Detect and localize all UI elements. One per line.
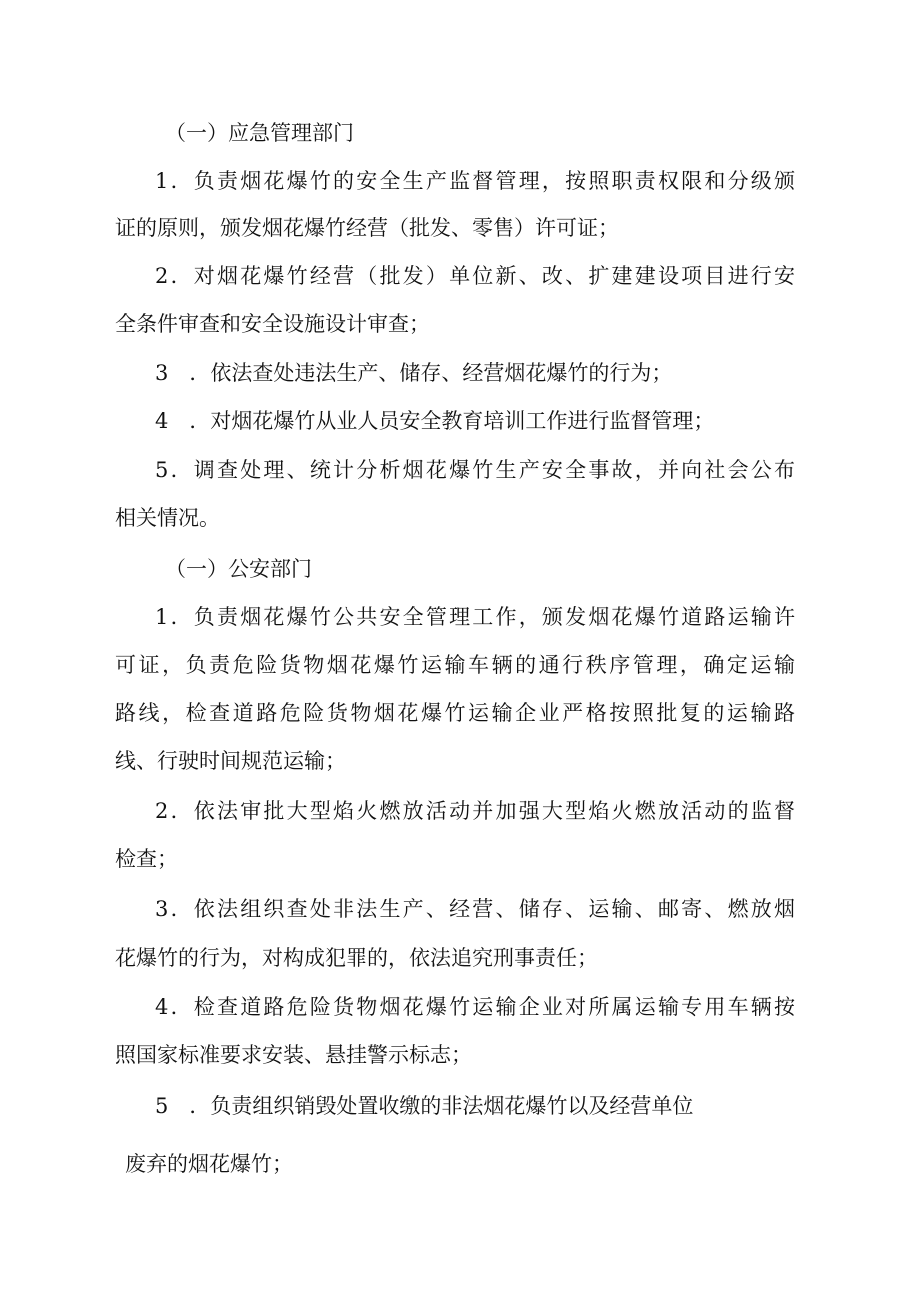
paragraph-line: 证的原则，颁发烟花爆竹经营（批发、零售）许可证； [115, 216, 619, 240]
paragraph-line: 路线，检查道路危险货物烟花爆竹运输企业严格按照批复的运输路 [115, 701, 795, 725]
paragraph-line: 4 ．对烟花爆竹从业人员安全教育培训工作进行监督管理； [155, 409, 715, 433]
paragraph-line: 废弃的烟花爆竹； [125, 1152, 293, 1176]
paragraph-line: 相关情况。 [115, 506, 220, 530]
paragraph-line: 检查； [115, 847, 178, 871]
paragraph-line: 1．负责烟花爆竹的安全生产监督管理，按照职责权限和分级颁 [155, 169, 795, 193]
paragraph-line: 线、行驶时间规范运输； [115, 749, 346, 773]
paragraph-line: 4．检查道路危险货物烟花爆竹运输企业对所属运输专用车辆按 [155, 995, 795, 1019]
paragraph-line: 可证，负责危险货物烟花爆竹运输车辆的通行秩序管理，确定运输 [115, 653, 795, 677]
section-heading-emergency: （一）应急管理部门 [165, 121, 354, 145]
paragraph-line: 2．依法审批大型焰火燃放活动并加强大型焰火燃放活动的监督 [155, 799, 795, 823]
paragraph-line: 照国家标准要求安装、悬挂警示标志； [115, 1043, 472, 1067]
paragraph-line: 3 ．依法查处违法生产、储存、经营烟花爆竹的行为； [155, 361, 673, 385]
paragraph-line: 全条件审查和安全设施设计审查； [115, 312, 430, 336]
paragraph-line: 5 ．负责组织销毁处置收缴的非法烟花爆竹以及经营单位 [155, 1094, 694, 1118]
paragraph-line: 1．负责烟花爆竹公共安全管理工作，颁发烟花爆竹道路运输许 [155, 605, 795, 629]
paragraph-line: 花爆竹的行为，对构成犯罪的，依法追究刑事责任； [115, 946, 598, 970]
paragraph-line: 2．对烟花爆竹经营（批发）单位新、改、扩建建设项目进行安 [155, 264, 795, 288]
section-heading-police: （一）公安部门 [165, 557, 312, 581]
paragraph-line: 5．调查处理、统计分析烟花爆竹生产安全事故，并向社会公布 [155, 458, 795, 482]
paragraph-line: 3．依法组织查处非法生产、经营、储存、运输、邮寄、燃放烟 [155, 897, 795, 921]
